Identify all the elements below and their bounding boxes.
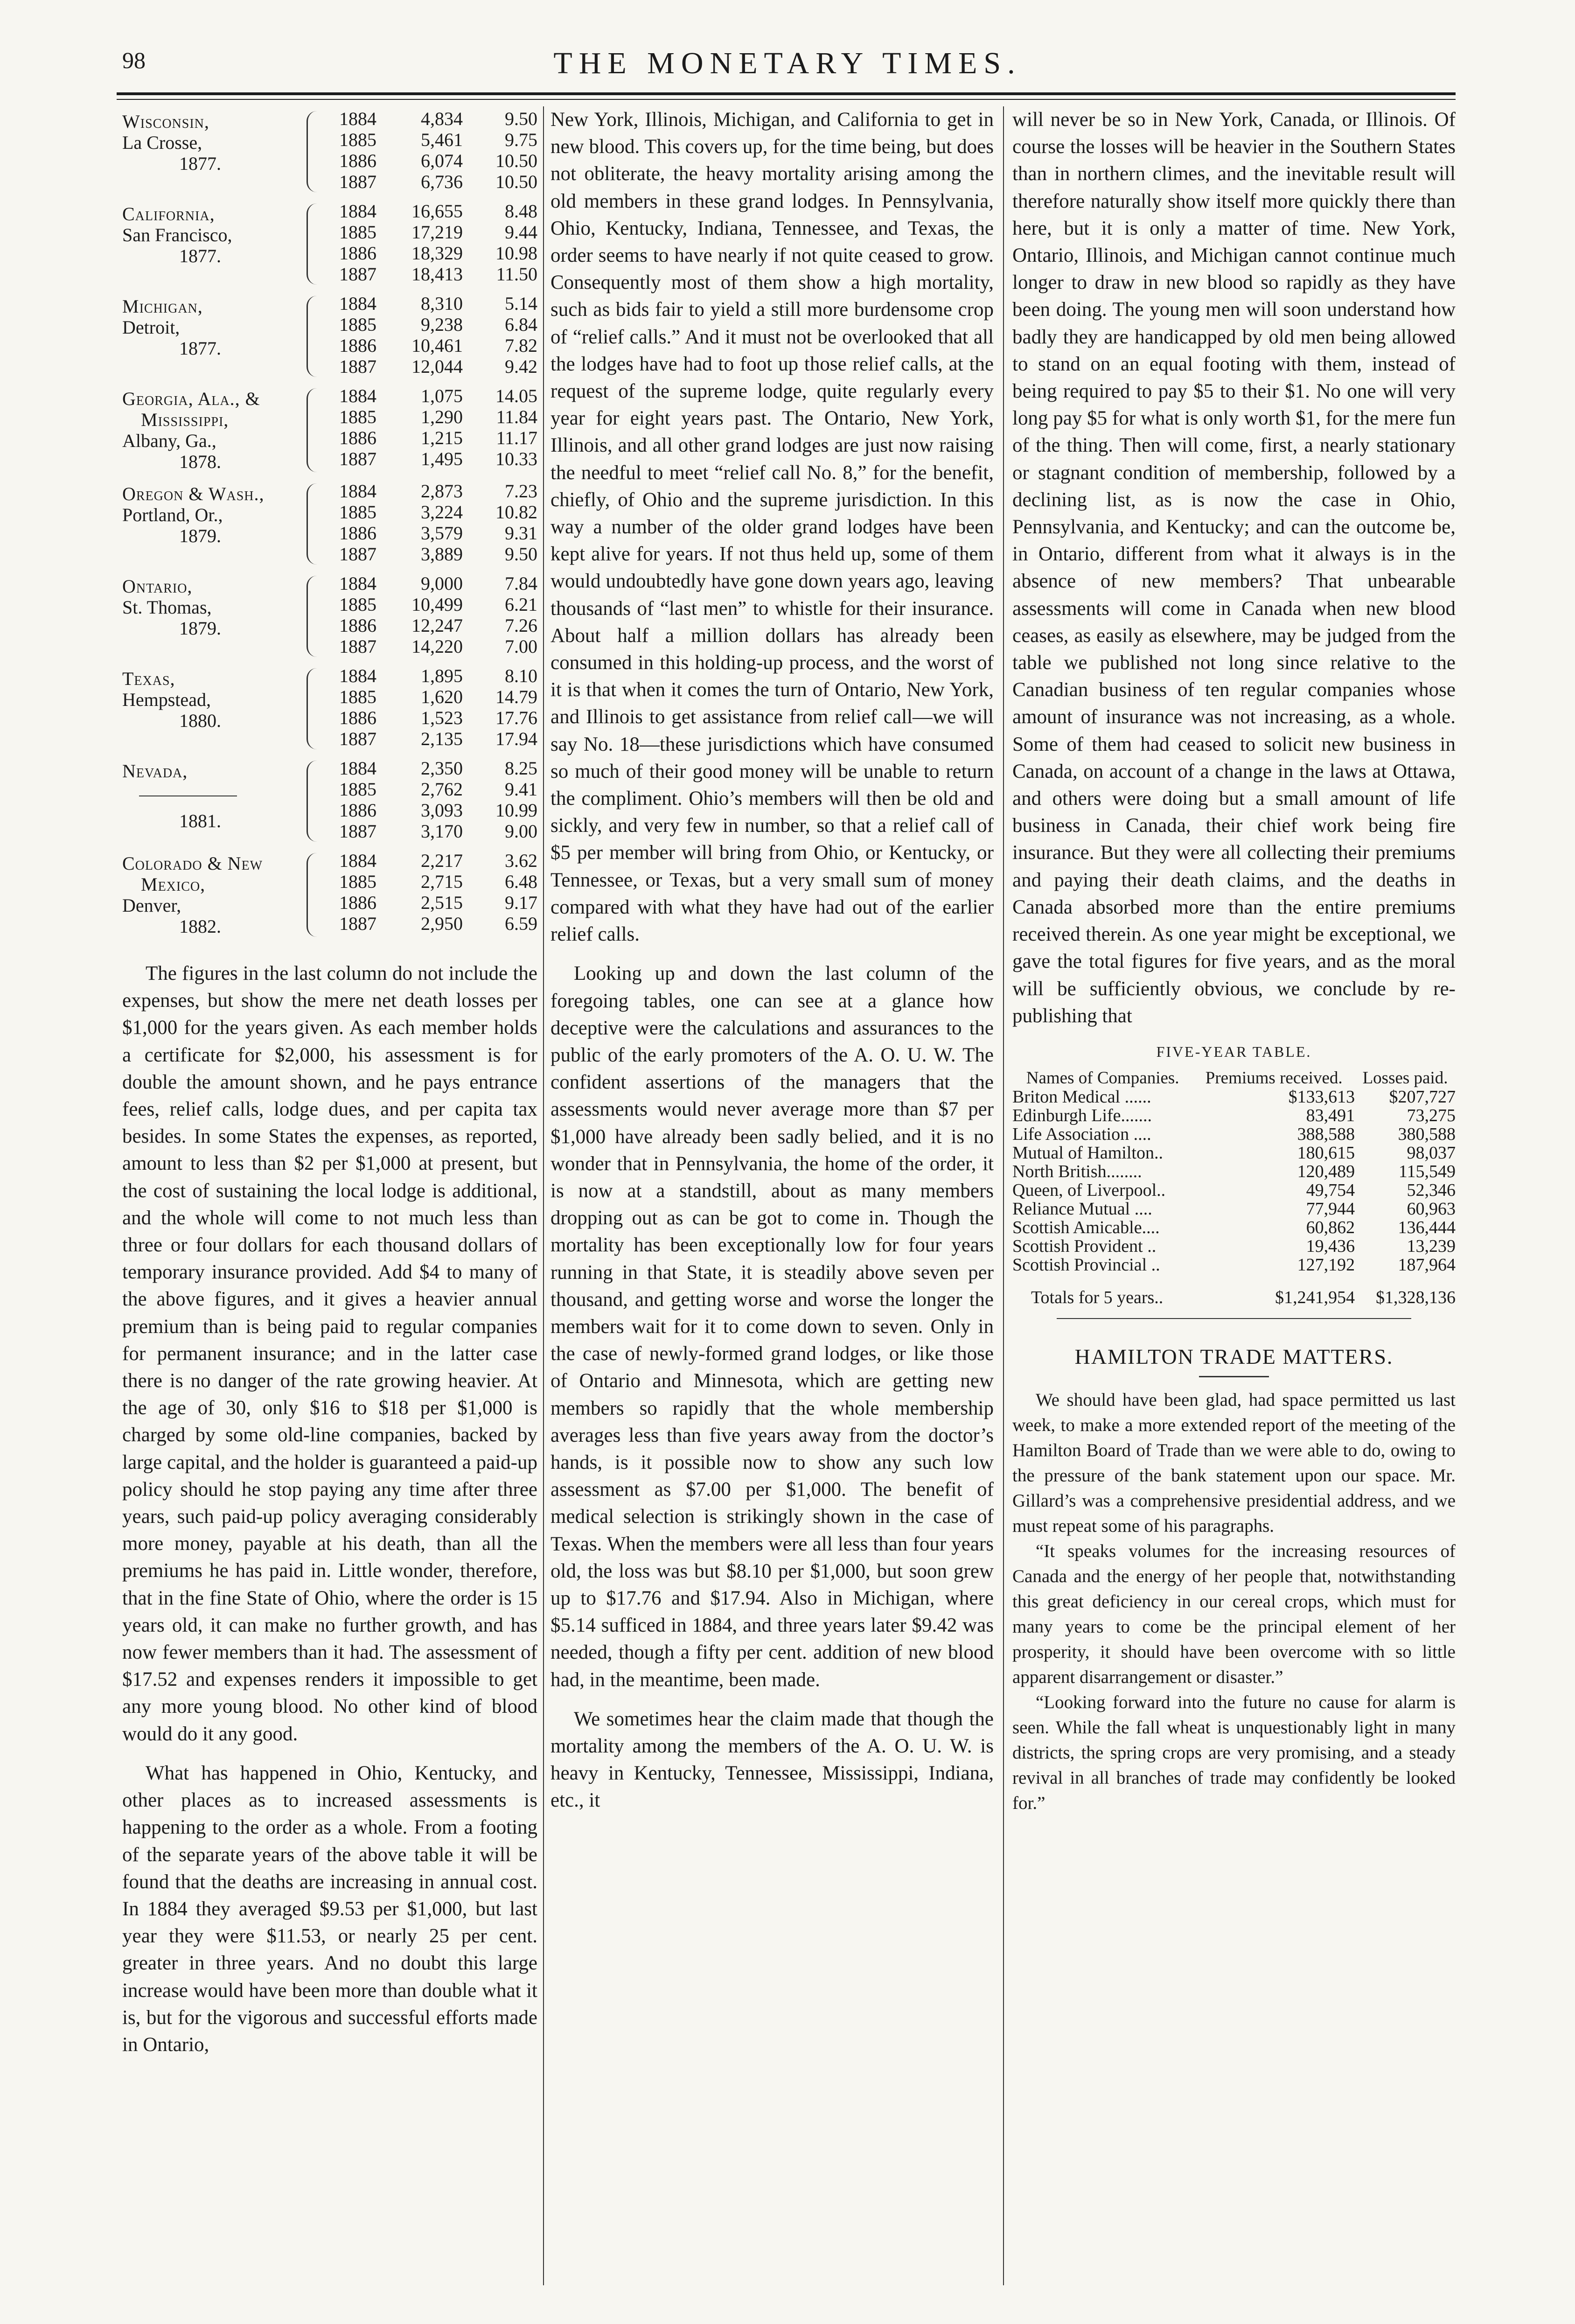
state-founded-year: 1879. (179, 525, 221, 546)
year-cell: 1887 (339, 171, 376, 192)
loss-rate-cell: 10.98 (495, 243, 537, 264)
members-cell: 1,075 (421, 385, 463, 406)
year-cell: 1885 (339, 686, 376, 707)
table-row (325, 913, 537, 934)
members-cell: 3,170 (421, 821, 463, 842)
loss-rate-cell: 9.75 (505, 129, 537, 150)
table-row (325, 665, 537, 686)
loss-rate-cell: 5.14 (505, 293, 537, 314)
members-cell: 3,224 (421, 502, 463, 523)
loss-rate-cell: 10.33 (495, 448, 537, 469)
table-row (1012, 1181, 1456, 1200)
company-name-cell: Scottish Amicable.... (1012, 1218, 1160, 1238)
premiums-cell: 49,754 (1306, 1180, 1355, 1200)
loss-rate-cell: 10.50 (495, 171, 537, 192)
state-label (122, 201, 307, 285)
year-cell: 1886 (339, 615, 376, 636)
table-row (325, 523, 537, 544)
table-row (325, 356, 537, 377)
state-label (122, 850, 307, 937)
state-label (122, 293, 307, 377)
brace (307, 388, 320, 472)
members-cell: 1,215 (421, 427, 463, 448)
table-row (325, 594, 537, 615)
state-label (122, 385, 307, 472)
year-cell: 1887 (339, 356, 376, 377)
table-row (325, 758, 537, 779)
five-year-table (1012, 1069, 1456, 1307)
year-cell: 1887 (339, 636, 376, 657)
masthead-rule-thick (117, 92, 1456, 95)
loss-rate-cell: 17.76 (495, 707, 537, 728)
state-name: Colorado & New (122, 853, 263, 874)
col1-paragraph-1: The figures in the last column do not include the expenses, but show the mere net death losses per $1,000 for the years given. As each member holds a certificate for $2,000, his assessment is for double the amount shown, and he pays entrance fees, relief calls, lodge dues, and per capita tax besides. In some States the expenses, as reported, amount to less than $2 per $1,000 at present, but the cost of sustaining the local lodge is additional, and the whole will come to not much less than three or four dollars for each thousand dollars of temporary insurance provided. Add $4 to many of the above figures, and it gives a heavier annual premium than is being paid to regular companies for permanent insurance; and in the latter case there is no danger of the rate growing heavier. At the age of 30, only $16 to $18 per $1,000 is charged by some old-line companies, backed by large capital, and the holder is guaranteed a paid-up policy should he stop paying any time after three years, such paid-up policy averaging considerably more money, payable at his death, than all the premiums he has paid in. Little wonder, therefore, that in the fine State of Ohio, where the order is 15 years old, it can make no further growth, and has now fewer members than it had. The assessment of $17.52 and expenses renders it impossible to get any more young blood. No other kind of blood would do it any good. (122, 963, 537, 1745)
year-cell: 1884 (339, 385, 376, 406)
state-name: Nevada, (122, 761, 188, 782)
members-cell: 5,461 (421, 129, 463, 150)
five-year-table-rule (1057, 1318, 1411, 1319)
table-row (325, 481, 537, 502)
premiums-cell: 120,489 (1297, 1162, 1355, 1182)
loss-rate-cell: 7.23 (505, 481, 537, 502)
state-city: Hempstead, (122, 689, 211, 710)
state-group (122, 106, 537, 199)
table-row (325, 871, 537, 892)
state-label (122, 108, 307, 192)
col3-paragraph-2: We should have been glad, had space permitted us last week, to make a more extended report of the meeting of the Hamilton Board of Trade than we were able to do, owing to the pressure of the bank statement upon our space. Mr. Gillard’s was a comprehensive presidential address, and we must repeat some of his paragraphs. (1012, 1390, 1456, 1536)
loss-rate-cell: 9.42 (505, 356, 537, 377)
state-city: San Francisco, (122, 224, 232, 245)
state-city: Portland, Or., (122, 504, 223, 525)
year-cell: 1885 (339, 594, 376, 615)
losses-cell: 187,964 (1398, 1255, 1456, 1275)
state-group (122, 384, 537, 479)
year-cell: 1884 (339, 481, 376, 502)
company-name-cell: Scottish Provincial .. (1012, 1255, 1160, 1275)
year-cell: 1885 (339, 502, 376, 523)
col2-paragraph-1: New York, Illinois, Michigan, and California to get in new blood. This covers up, for the time being, but does not obliterate, the heavy mortality arising among the old members in these grand lodges. In Pennsylvania, Ohio, Kentucky, Indiana, Tennessee, and Texas, the order seems to have nearly if not quite ceased to grow. Consequently most of them show a high mortality, such as bids fair to yield a still more burdensome crop of “relief calls.” And it must not be overlooked that all the lodges have had to foot up those relief calls, at the request of the supreme lodge, quite regularly every year for eight years past. The Ontario, New York, Illinois, and all other grand lodges are just now raising the needful to meet “relief call No. 8,” for the benefit, chiefly, of Ohio and the supreme jurisdiction. In this way a number of the older grand lodges have been kept alive for years. If not thus held up, some of them would undoubtedly have gone down years ago, leaving thousands of “last men” to whistle for their insurance. About half a million dollars has already been consumed in this holding-up process, and the worst of it is that when it comes the turn of Ontario, New York, and Illinois to get assistance from relief call—we will say No. 18—these jurisdictions which have consumed so much of their good money will be unable to return the compliment. Ohio’s members will then be old and sickly, and very few in number, so that a relief call of $5 per member will bring from Ohio, or Kentucky, or Tennessee, or Texas, but a very small sum of money compared with what they have had out of the earlier relief calls. (551, 109, 994, 946)
loss-rate-cell: 11.84 (496, 406, 537, 427)
loss-rate-cell: 8.25 (505, 758, 537, 779)
state-mortality-table (122, 106, 537, 943)
members-cell: 12,044 (411, 356, 463, 377)
loss-rate-cell: 9.44 (505, 222, 537, 243)
col3-paragraph-3: “It speaks volumes for the increasing resources of Canada and the energy of her people that, notwithstanding this great deficiency in our cereal crops, which must for many years to come be the principal element of her prosperity, it should have been overcome with so little apparent disarrangement or disaster.” (1012, 1541, 1456, 1688)
table-row (325, 406, 537, 427)
state-name: Oregon & Wash., (122, 483, 265, 504)
state-group (122, 756, 537, 848)
members-cell: 17,219 (411, 222, 463, 243)
brace (307, 203, 320, 285)
table-row (1012, 1162, 1456, 1181)
brace (307, 576, 320, 657)
loss-rate-cell: 9.00 (505, 821, 537, 842)
members-cell: 2,762 (421, 779, 463, 800)
state-rows (325, 573, 537, 657)
members-cell: 2,950 (421, 913, 463, 934)
company-name-cell: Edinburgh Life....... (1012, 1106, 1152, 1126)
members-cell: 1,495 (421, 448, 463, 469)
year-cell: 1886 (339, 523, 376, 544)
members-cell: 2,350 (421, 758, 463, 779)
totals-label: Totals for 5 years.. (1031, 1288, 1164, 1308)
column-3 (1012, 106, 1456, 2315)
year-cell: 1887 (339, 264, 376, 285)
year-cell: 1884 (339, 201, 376, 222)
state-rows (325, 665, 537, 749)
loss-rate-cell: 10.50 (495, 150, 537, 171)
company-name-cell: Mutual of Hamilton.. (1012, 1143, 1163, 1163)
state-founded-year: 1877. (179, 245, 221, 266)
col2-paragraph-2: Looking up and down the last column of the foregoing tables, one can see at a glance how deceptive were the calculations and assurances to the public of the early promoters of the A. O. U. W. The confident assertions of the managers that the assessments would never average more than $7 per $1,000 have already been sadly belied, and it is no wonder that in Pennsylvania, the home of the order, it is now at a standstill, about as many members dropping out as can be got to come in. Though the mortality has been exceptionally low for four years running in that State, it is steadily above seven per thousand, and getting worse and worse the longer the members wait for it to come down to seven. Only in the case of newly-formed grand lodges, or like those of Ontario and Minnesota, which are getting new members so rapidly that the whole membership averages less than five years away from the doctor’s hands, is it possible now to show any such low assessment as $7.00 per $1,000. The benefit of medical selection is strikingly shown in the case of Texas. When the members were all less than four years old, the loss was but $8.10 per $1,000, but soon grew up to $17.76 and $17.94. Also in Michigan, where $5.14 sufficed in 1884, and three years later $9.42 was needed, though a fifty per cent. addition of new blood had, in the meantime, been made. (551, 963, 994, 1691)
loss-rate-cell: 10.82 (495, 502, 537, 523)
state-founded-year: 1881. (179, 810, 221, 831)
col3-paragraph-4: “Looking forward into the future no cause for alarm is seen. While the fall wheat is unquestionably light in many districts, the spring crops are very promising, and a steady revival in all branches of trade may confidently be looked for.” (1012, 1692, 1456, 1814)
year-cell: 1886 (339, 707, 376, 728)
losses-cell: 136,444 (1398, 1218, 1456, 1238)
year-cell: 1885 (339, 871, 376, 892)
members-cell: 2,515 (421, 892, 463, 913)
losses-cell: 115,549 (1398, 1162, 1456, 1182)
state-founded-year: 1877. (179, 153, 221, 174)
members-cell: 18,329 (411, 243, 463, 264)
loss-rate-cell: 3.62 (505, 850, 537, 871)
loss-rate-cell: 9.50 (505, 544, 537, 565)
year-cell: 1886 (339, 335, 376, 356)
year-cell: 1885 (339, 129, 376, 150)
table-row (325, 779, 537, 800)
table-row (325, 385, 537, 406)
members-cell: 1,290 (421, 406, 463, 427)
loss-rate-cell: 7.00 (505, 636, 537, 657)
premiums-cell: 60,862 (1306, 1218, 1355, 1238)
state-founded-year: 1880. (179, 710, 221, 731)
members-cell: 2,217 (421, 850, 463, 871)
members-cell: 2,715 (421, 871, 463, 892)
state-city: Mississippi, (141, 409, 229, 430)
members-cell: 16,655 (411, 201, 463, 222)
five-year-header-losses: Losses paid. (1362, 1068, 1448, 1088)
table-row (325, 707, 537, 728)
state-rows (325, 481, 537, 565)
five-year-header-names: Names of Companies. (1026, 1068, 1179, 1088)
year-cell: 1884 (339, 850, 376, 871)
loss-rate-cell: 8.48 (505, 201, 537, 222)
loss-rate-cell: 14.05 (495, 385, 537, 406)
state-rows (325, 758, 537, 842)
loss-rate-cell: 9.41 (505, 779, 537, 800)
losses-cell: 13,239 (1407, 1236, 1456, 1256)
page-number: 98 (122, 47, 146, 73)
table-row (325, 573, 537, 594)
premiums-cell: 388,588 (1297, 1124, 1355, 1145)
state-group (122, 199, 537, 291)
table-row (325, 544, 537, 565)
loss-rate-cell: 9.50 (505, 108, 537, 129)
table-row (325, 427, 537, 448)
state-name: Ontario, (122, 576, 193, 597)
state-group (122, 663, 537, 756)
table-row (325, 171, 537, 192)
table-row (325, 108, 537, 129)
members-cell: 6,736 (421, 171, 463, 192)
year-cell: 1885 (339, 314, 376, 335)
loss-rate-cell: 11.50 (496, 264, 537, 285)
loss-rate-cell: 7.84 (505, 573, 537, 594)
column-divider-2 (1003, 106, 1004, 2285)
totals-row (1012, 1274, 1456, 1307)
table-row (1012, 1125, 1456, 1144)
table-row (1012, 1088, 1456, 1106)
year-cell: 1885 (339, 406, 376, 427)
company-name-cell: Briton Medical ...... (1012, 1087, 1151, 1107)
state-name: Michigan, (122, 296, 203, 317)
state-city: Mexico, (141, 874, 206, 895)
state-rows (325, 850, 537, 937)
state-founded-year: 1882. (179, 916, 221, 937)
table-row (325, 293, 537, 314)
loss-rate-cell: 6.84 (505, 314, 537, 335)
loss-rate-cell: 14.79 (495, 686, 537, 707)
state-name: Georgia, Ala., & (122, 388, 260, 409)
state-label (122, 665, 307, 749)
year-cell: 1884 (339, 293, 376, 314)
members-cell: 12,247 (411, 615, 463, 636)
losses-cell: 98,037 (1407, 1143, 1456, 1163)
state-city: Denver, (122, 895, 181, 916)
members-cell: 4,834 (421, 108, 463, 129)
state-rows (325, 201, 537, 285)
five-year-table-title: FIVE-YEAR TABLE. (1156, 1043, 1312, 1060)
state-group (122, 571, 537, 663)
five-year-header-premiums: Premiums received. (1205, 1068, 1343, 1088)
year-cell: 1885 (339, 779, 376, 800)
year-cell: 1885 (339, 222, 376, 243)
members-cell: 8,310 (421, 293, 463, 314)
table-row (1012, 1256, 1456, 1274)
premiums-cell: 83,491 (1306, 1106, 1355, 1126)
state-city: La Crosse, (122, 132, 202, 153)
year-cell: 1884 (339, 573, 376, 594)
premiums-cell: 180,615 (1297, 1143, 1355, 1163)
totals-losses: $1,328,136 (1376, 1288, 1456, 1308)
table-row (325, 314, 537, 335)
brace (307, 761, 320, 842)
members-cell: 3,579 (421, 523, 463, 544)
members-cell: 9,000 (421, 573, 463, 594)
loss-rate-cell: 10.99 (495, 800, 537, 821)
loss-rate-cell: 8.10 (505, 665, 537, 686)
year-cell: 1887 (339, 544, 376, 565)
state-label (122, 481, 307, 565)
table-row (325, 502, 537, 523)
loss-rate-cell: 11.17 (496, 427, 537, 448)
state-rows (325, 108, 537, 192)
year-cell: 1887 (339, 821, 376, 842)
table-row (325, 448, 537, 469)
state-city: Albany, Ga., (122, 430, 216, 451)
table-row (325, 201, 537, 222)
company-name-cell: Reliance Mutual .... (1012, 1199, 1152, 1219)
col2-paragraph-3: We sometimes hear the claim made that though the mortality among the members of the A. O. U. W. is heavy in Kentucky, Tennessee, Mississippi, Indiana, etc., it (551, 1708, 994, 1812)
premiums-cell: 19,436 (1306, 1236, 1355, 1256)
year-cell: 1887 (339, 448, 376, 469)
state-group (122, 291, 537, 384)
year-cell: 1884 (339, 758, 376, 779)
losses-cell: 380,588 (1398, 1124, 1456, 1145)
state-name: California, (122, 203, 215, 224)
members-cell: 1,523 (421, 707, 463, 728)
table-row (325, 264, 537, 285)
loss-rate-cell: 9.31 (505, 523, 537, 544)
members-cell: 18,413 (411, 264, 463, 285)
table-row (325, 800, 537, 821)
table-row (325, 892, 537, 913)
table-row (325, 615, 537, 636)
loss-rate-cell: 17.94 (495, 728, 537, 749)
members-cell: 9,238 (421, 314, 463, 335)
members-cell: 6,074 (421, 150, 463, 171)
company-name-cell: North British........ (1012, 1162, 1142, 1182)
table-row (325, 728, 537, 749)
loss-rate-cell: 9.17 (505, 892, 537, 913)
members-cell: 3,093 (421, 800, 463, 821)
table-row (325, 243, 537, 264)
table-row (1012, 1200, 1456, 1218)
year-cell: 1884 (339, 665, 376, 686)
losses-cell: 52,346 (1407, 1180, 1456, 1200)
premiums-cell: $133,613 (1288, 1087, 1355, 1107)
section-heading-rule (1199, 1376, 1269, 1377)
loss-rate-cell: 7.26 (505, 615, 537, 636)
state-rows (325, 293, 537, 377)
table-row (325, 686, 537, 707)
year-cell: 1887 (339, 728, 376, 749)
state-name: Texas, (122, 668, 175, 689)
state-city: Detroit, (122, 317, 180, 338)
premiums-cell: 127,192 (1297, 1255, 1355, 1275)
table-row (325, 129, 537, 150)
masthead-title: THE MONETARY TIMES. (553, 46, 1022, 80)
losses-cell: 60,963 (1407, 1199, 1456, 1219)
brace (307, 111, 320, 192)
table-row (325, 850, 537, 871)
column-divider-1 (543, 106, 544, 2285)
table-row (1012, 1144, 1456, 1162)
state-group (122, 479, 537, 571)
column-1 (122, 106, 537, 2315)
brace (307, 483, 320, 565)
brace (307, 296, 320, 377)
table-row (325, 821, 537, 842)
state-founded-year: 1877. (179, 338, 221, 359)
masthead-rule-thin (117, 99, 1456, 100)
loss-rate-cell: 6.21 (505, 594, 537, 615)
state-group (122, 848, 537, 943)
brace (307, 668, 320, 749)
state-label (122, 758, 307, 842)
state-name: Wisconsin, (122, 111, 209, 132)
year-cell: 1886 (339, 243, 376, 264)
column-2 (551, 106, 994, 2315)
state-rows (325, 385, 537, 472)
table-row (325, 335, 537, 356)
members-cell: 10,461 (411, 335, 463, 356)
members-cell: 10,499 (411, 594, 463, 615)
year-cell: 1884 (339, 108, 376, 129)
totals-premiums: $1,241,954 (1275, 1288, 1355, 1308)
members-cell: 1,620 (421, 686, 463, 707)
state-label (122, 573, 307, 657)
table-row (1012, 1218, 1456, 1237)
loss-rate-cell: 7.82 (505, 335, 537, 356)
year-cell: 1886 (339, 150, 376, 171)
losses-cell: 73,275 (1407, 1106, 1456, 1126)
loss-rate-cell: 6.59 (505, 913, 537, 934)
company-name-cell: Scottish Provident .. (1012, 1236, 1157, 1256)
table-row (325, 222, 537, 243)
company-name-cell: Life Association .... (1012, 1124, 1151, 1145)
state-founded-year: 1879. (179, 618, 221, 639)
year-cell: 1886 (339, 427, 376, 448)
year-cell: 1886 (339, 800, 376, 821)
table-row (1012, 1237, 1456, 1256)
col1-paragraph-2: What has happened in Ohio, Kentucky, and other places as to increased assessments is happening to the order as a whole. From a footing of the separate years of the above table it will be found that the deaths are increasing in annual cost. In 1884 they averaged $9.53 per $1,000, but last year they were $11.53, or nearly 25 per cent. greater in three years. And no doubt this large increase would have been more than double what it is, but for the vigorous and successful efforts made in Ontario, (122, 1762, 537, 2056)
col3-paragraph-1: will never be so in New York, Canada, or Illinois. Of course the losses will be heavier in the Southern States than in northern climes, and the inevitable result will therefore naturally show itself more quickly there than here, but it is only a matter of time. New York, Ontario, Illinois, and Michigan cannot continue much longer to draw in new blood so rapidly as they have been doing. The young men will soon understand how badly they are handicapped by old men being allowed to stand on an equal footing with them, instead of being required to pay $5 to their $1. No one will very long pay $5 for what is only worth $1, for the mere fun of the thing. Then will come, first, a nearly stationary or stagnant condition of membership, followed by a declining list, as is now the case in Ohio, Pennsylvania, and Kentucky; and can the outcome be, in Ontario, different from what it always is in the absence of new members? That unbearable assessments will come in Canada when new blood ceases, as easily as elsewhere, may be judged from the table we published not long since relative to the Canadian business of ten regular companies whose amount of insurance was not increasing, as a whole. Some of them had ceased to solicit new business in Canada, on account of a change in the laws at Ottawa, and others were doing but a small amount of life business in Canada, their chief work being fire insurance. But they were all collecting their premiums and paying their death claims, and the deaths in Canada absorbed more than the entire premiums received therein. As one year might be exceptional, we gave the total figures for five years, and as the moral will be sufficiently obvious, we conclude by re-publishing that (1012, 109, 1456, 1027)
premiums-cell: 77,944 (1306, 1199, 1355, 1219)
table-row (325, 150, 537, 171)
members-cell: 2,135 (421, 728, 463, 749)
loss-rate-cell: 6.48 (505, 871, 537, 892)
table-row (1012, 1106, 1456, 1125)
year-cell: 1886 (339, 892, 376, 913)
brace (307, 853, 320, 937)
members-cell: 3,889 (421, 544, 463, 565)
members-cell: 2,873 (421, 481, 463, 502)
members-cell: 14,220 (411, 636, 463, 657)
members-cell: 1,895 (421, 665, 463, 686)
state-founded-year: 1878. (179, 451, 221, 472)
year-cell: 1887 (339, 913, 376, 934)
table-row (325, 636, 537, 657)
losses-cell: $207,727 (1389, 1087, 1456, 1107)
company-name-cell: Queen, of Liverpool.. (1012, 1180, 1166, 1200)
section-heading: HAMILTON TRADE MATTERS. (1074, 1345, 1394, 1369)
state-city: St. Thomas, (122, 597, 212, 618)
